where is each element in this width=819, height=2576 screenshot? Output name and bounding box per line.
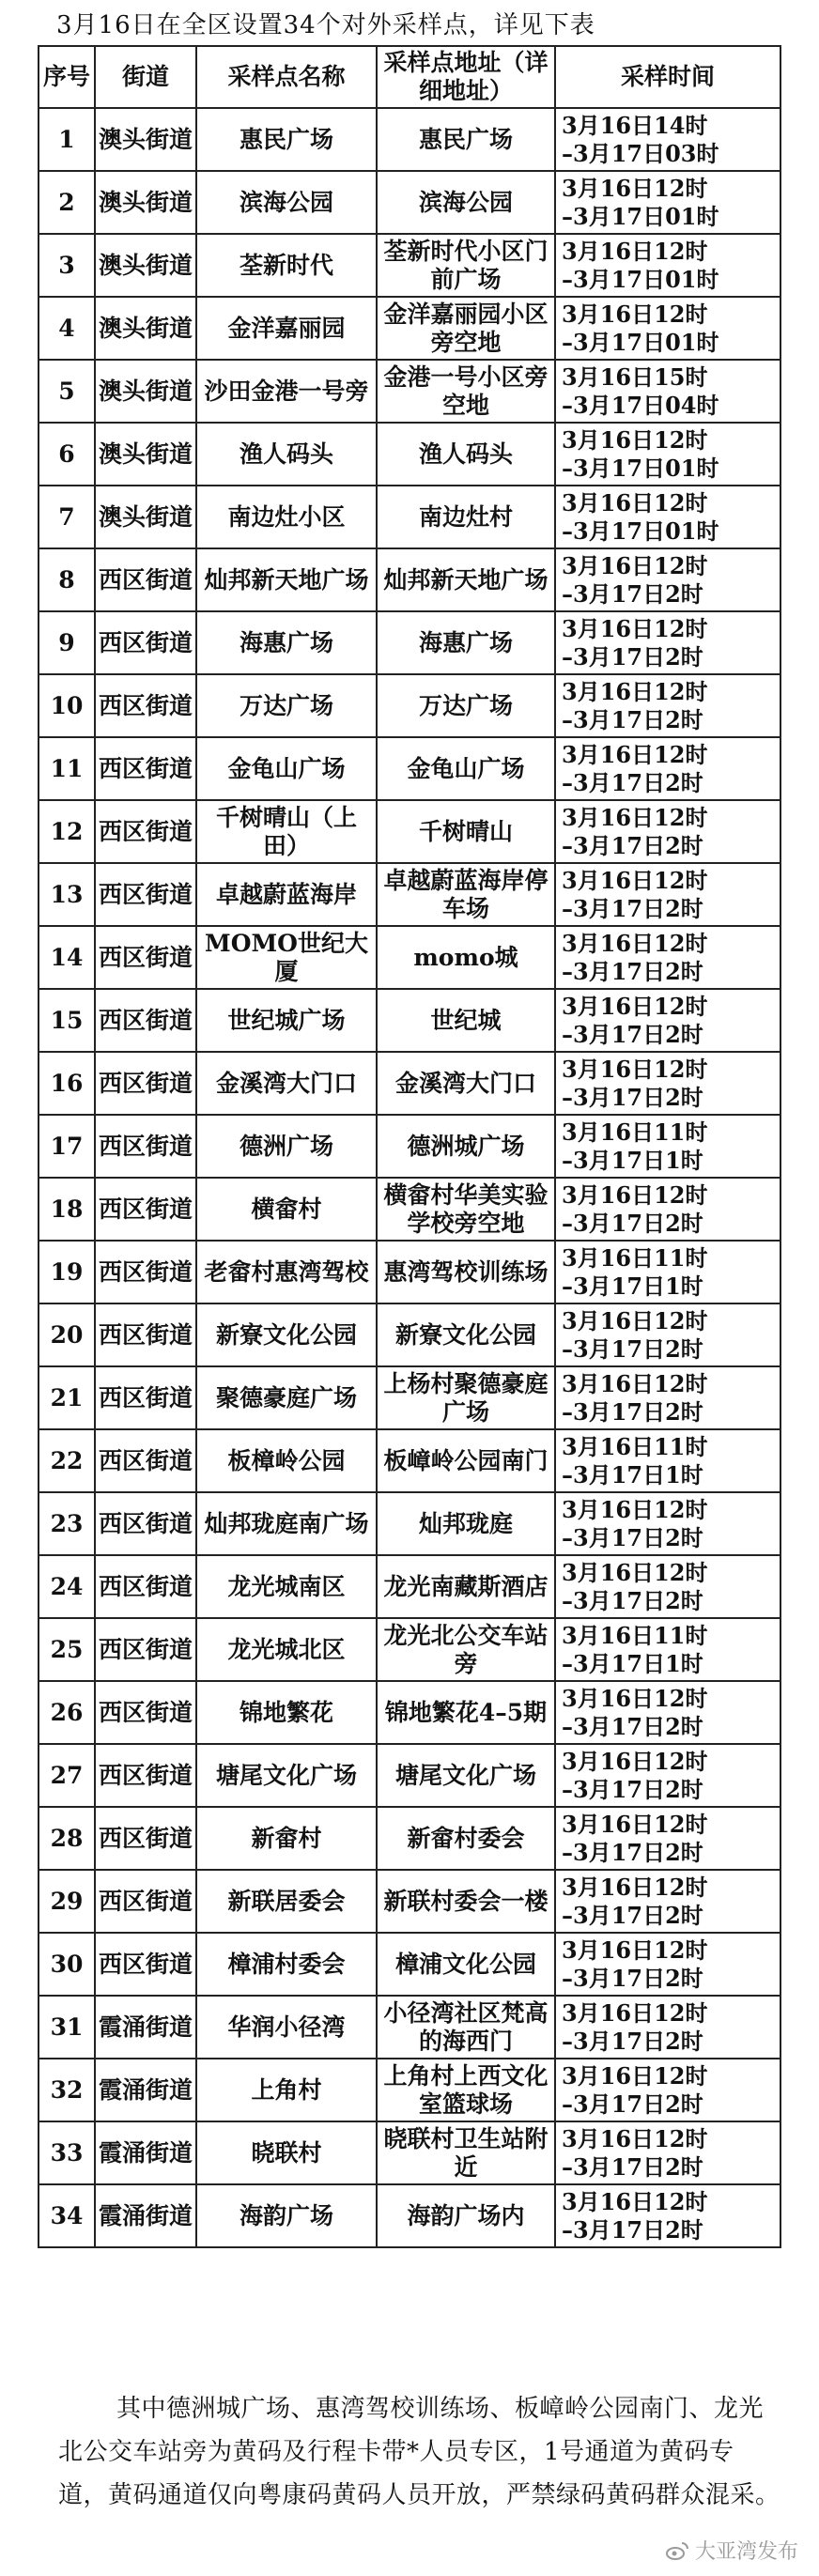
row-time-cell xyxy=(555,171,780,234)
time-end: –3月17日2时 xyxy=(562,894,703,922)
time-end: –3月17日01时 xyxy=(562,517,719,545)
row-street-cell: 澳头街道 xyxy=(95,360,196,423)
time-start: 3月16日12时 xyxy=(562,1936,708,1964)
row-street-cell: 西区街道 xyxy=(95,737,196,800)
row-index-cell: 14 xyxy=(39,926,95,989)
row-street-cell: 澳头街道 xyxy=(95,297,196,360)
row-street-cell: 西区街道 xyxy=(95,1807,196,1870)
row-index-cell: 18 xyxy=(39,1178,95,1241)
time-start: 3月16日12时 xyxy=(562,1810,708,1838)
row-index-cell: 26 xyxy=(39,1681,95,1744)
time-start: 3月16日12时 xyxy=(562,740,708,768)
time-start: 3月16日12时 xyxy=(562,300,708,328)
table-row xyxy=(39,1303,780,1366)
row-site-name-cell: 海韵广场 xyxy=(196,2184,377,2247)
table-row xyxy=(39,1241,780,1303)
row-address-cell: 龙光南藏斯酒店 xyxy=(377,1555,555,1618)
time-start: 3月16日12时 xyxy=(562,677,708,705)
table-row xyxy=(39,108,780,171)
table-row xyxy=(39,1807,780,1870)
row-time-cell xyxy=(555,548,780,611)
row-time-cell xyxy=(555,1996,780,2059)
row-index-cell: 29 xyxy=(39,1870,95,1933)
row-site-name-cell: 龙光城北区 xyxy=(196,1618,377,1681)
table-row xyxy=(39,360,780,423)
time-start: 3月16日12时 xyxy=(562,1055,708,1083)
time-start: 3月16日11时 xyxy=(562,1243,708,1272)
row-time-cell xyxy=(555,989,780,1052)
row-site-name-cell: 横畲村 xyxy=(196,1178,377,1241)
table-row xyxy=(39,1870,780,1933)
time-end: –3月17日2时 xyxy=(562,1397,703,1426)
row-address-cell: 卓越蔚蓝海岸停车场 xyxy=(377,863,555,926)
row-time-cell xyxy=(555,1303,780,1366)
row-time-cell xyxy=(555,1429,780,1492)
table-row xyxy=(39,1115,780,1178)
row-time-cell xyxy=(555,1933,780,1996)
time-end: –3月17日01时 xyxy=(562,265,719,293)
row-address-cell: 金洋嘉丽园小区旁空地 xyxy=(377,297,555,360)
row-address-cell: 上角村上西文化室篮球场 xyxy=(377,2059,555,2121)
row-address-cell: 小径湾社区梵高的海西门 xyxy=(377,1996,555,2059)
sampling-sites-table xyxy=(38,45,781,2248)
time-start: 3月16日12时 xyxy=(562,1369,708,1397)
time-end: –3月17日03时 xyxy=(562,139,719,167)
row-index-cell: 1 xyxy=(39,108,95,171)
row-street-cell: 澳头街道 xyxy=(95,234,196,297)
row-address-cell: 板嶂岭公园南门 xyxy=(377,1429,555,1492)
row-time-cell xyxy=(555,863,780,926)
table-row xyxy=(39,800,780,863)
time-start: 3月16日12时 xyxy=(562,2124,708,2152)
row-site-name-cell: 樟浦村委会 xyxy=(196,1933,377,1996)
time-start: 3月16日11时 xyxy=(562,1118,708,1146)
time-start: 3月16日12时 xyxy=(562,614,708,642)
row-index-cell: 34 xyxy=(39,2184,95,2247)
row-site-name-cell: 德洲广场 xyxy=(196,1115,377,1178)
row-street-cell: 西区街道 xyxy=(95,1241,196,1303)
row-street-cell: 西区街道 xyxy=(95,989,196,1052)
header-site-address: 采样点地址（详细地址） xyxy=(377,46,555,108)
time-start: 3月16日12时 xyxy=(562,992,708,1020)
time-start: 3月16日12时 xyxy=(562,1684,708,1712)
table-row xyxy=(39,1555,780,1618)
row-street-cell: 西区街道 xyxy=(95,1366,196,1429)
row-site-name-cell: 聚德豪庭广场 xyxy=(196,1366,377,1429)
time-end: –3月17日2时 xyxy=(562,768,703,796)
time-start: 3月16日15时 xyxy=(562,362,708,391)
row-address-cell: 海惠广场 xyxy=(377,611,555,674)
row-street-cell: 西区街道 xyxy=(95,1303,196,1366)
time-start: 3月16日12时 xyxy=(562,2187,708,2215)
row-index-cell: 24 xyxy=(39,1555,95,1618)
row-street-cell: 澳头街道 xyxy=(95,423,196,486)
row-address-cell: 塘尾文化广场 xyxy=(377,1744,555,1807)
row-index-cell: 25 xyxy=(39,1618,95,1681)
time-end: –3月17日2时 xyxy=(562,1334,703,1363)
row-time-cell xyxy=(555,1366,780,1429)
time-end: –3月17日2时 xyxy=(562,1964,703,1992)
row-time-cell xyxy=(555,1807,780,1870)
time-end: –3月17日04时 xyxy=(562,391,719,419)
row-address-cell: 滨海公园 xyxy=(377,171,555,234)
row-site-name-cell: 沙田金港一号旁 xyxy=(196,360,377,423)
time-start: 3月16日12时 xyxy=(562,1558,708,1586)
time-start: 3月16日12时 xyxy=(562,866,708,894)
row-time-cell xyxy=(555,1744,780,1807)
time-start: 3月16日12时 xyxy=(562,174,708,202)
header-sampling-time: 采样时间 xyxy=(555,46,780,108)
row-site-name-cell: 龙光城南区 xyxy=(196,1555,377,1618)
row-street-cell: 西区街道 xyxy=(95,1492,196,1555)
time-end: –3月17日2时 xyxy=(562,957,703,985)
row-site-name-cell: 新畲村 xyxy=(196,1807,377,1870)
time-start: 3月16日12时 xyxy=(562,1180,708,1209)
row-street-cell: 霞涌街道 xyxy=(95,1996,196,2059)
row-time-cell xyxy=(555,1681,780,1744)
row-time-cell xyxy=(555,1052,780,1115)
row-time-cell xyxy=(555,2184,780,2247)
row-address-cell: 新寮文化公园 xyxy=(377,1303,555,1366)
row-index-cell: 15 xyxy=(39,989,95,1052)
row-index-cell: 7 xyxy=(39,486,95,548)
table-row xyxy=(39,611,780,674)
row-time-cell xyxy=(555,800,780,863)
row-index-cell: 13 xyxy=(39,863,95,926)
row-index-cell: 28 xyxy=(39,1807,95,1870)
time-start: 3月16日12时 xyxy=(562,929,708,957)
table-row xyxy=(39,1618,780,1681)
time-start: 3月16日11时 xyxy=(562,1621,708,1649)
row-address-cell: 灿邦珑庭 xyxy=(377,1492,555,1555)
table-row xyxy=(39,548,780,611)
time-end: –3月17日1时 xyxy=(562,1272,703,1300)
row-street-cell: 西区街道 xyxy=(95,1744,196,1807)
row-street-cell: 西区街道 xyxy=(95,1429,196,1492)
watermark-label: 大亚湾发布 xyxy=(694,2540,798,2564)
row-address-cell: 海韵广场内 xyxy=(377,2184,555,2247)
time-end: –3月17日2时 xyxy=(562,642,703,671)
row-address-cell: 千树晴山 xyxy=(377,800,555,863)
row-index-cell: 33 xyxy=(39,2121,95,2184)
time-start: 3月16日14时 xyxy=(562,111,708,139)
row-index-cell: 5 xyxy=(39,360,95,423)
row-site-name-cell: 金龟山广场 xyxy=(196,737,377,800)
time-start: 3月16日12时 xyxy=(562,551,708,579)
row-site-name-cell: 新联居委会 xyxy=(196,1870,377,1933)
time-end: –3月17日1时 xyxy=(562,1460,703,1489)
row-time-cell xyxy=(555,2059,780,2121)
time-end: –3月17日2时 xyxy=(562,1586,703,1614)
row-site-name-cell: 海惠广场 xyxy=(196,611,377,674)
table-row xyxy=(39,1178,780,1241)
row-index-cell: 10 xyxy=(39,674,95,737)
row-street-cell: 西区街道 xyxy=(95,800,196,863)
row-site-name-cell: 惠民广场 xyxy=(196,108,377,171)
header-site-name: 采样点名称 xyxy=(196,46,377,108)
row-address-cell: 上杨村聚德豪庭广场 xyxy=(377,1366,555,1429)
time-start: 3月16日12时 xyxy=(562,1998,708,2027)
row-address-cell: 晓联村卫生站附近 xyxy=(377,2121,555,2184)
row-site-name-cell: 塘尾文化广场 xyxy=(196,1744,377,1807)
row-site-name-cell: 老畲村惠湾驾校 xyxy=(196,1241,377,1303)
time-end: –3月17日01时 xyxy=(562,328,719,356)
row-address-cell: 金港一号小区旁空地 xyxy=(377,360,555,423)
row-index-cell: 32 xyxy=(39,2059,95,2121)
row-time-cell xyxy=(555,737,780,800)
row-street-cell: 西区街道 xyxy=(95,1933,196,1996)
row-time-cell xyxy=(555,1870,780,1933)
time-start: 3月16日12时 xyxy=(562,803,708,831)
time-end: –3月17日1时 xyxy=(562,1146,703,1174)
row-time-cell xyxy=(555,1241,780,1303)
time-start: 3月16日12时 xyxy=(562,425,708,454)
row-index-cell: 20 xyxy=(39,1303,95,1366)
row-site-name-cell: 渔人码头 xyxy=(196,423,377,486)
row-street-cell: 西区街道 xyxy=(95,1870,196,1933)
table-row xyxy=(39,737,780,800)
header-street: 街道 xyxy=(95,46,196,108)
weibo-icon xyxy=(665,2540,689,2561)
table-row xyxy=(39,234,780,297)
row-site-name-cell: 滨海公园 xyxy=(196,171,377,234)
row-site-name-cell: 南边灶小区 xyxy=(196,486,377,548)
time-end: –3月17日2时 xyxy=(562,1775,703,1803)
row-site-name-cell: MOMO世纪大厦 xyxy=(196,926,377,989)
table-row xyxy=(39,674,780,737)
row-site-name-cell: 荃新时代 xyxy=(196,234,377,297)
row-street-cell: 西区街道 xyxy=(95,1115,196,1178)
time-end: –3月17日01时 xyxy=(562,202,719,230)
row-index-cell: 6 xyxy=(39,423,95,486)
table-row xyxy=(39,2184,780,2247)
footnote: 其中德洲城广场、惠湾驾校训练场、板嶂岭公园南门、龙光北公交车站旁为黄码及行程卡带*人员专区，1号通道为黄码专道，黄码通道仅向粤康码黄码人员开放，严禁绿码黄码群众混采。 xyxy=(58,2395,780,2509)
row-time-cell xyxy=(555,1618,780,1681)
row-address-cell: 樟浦文化公园 xyxy=(377,1933,555,1996)
time-start: 3月16日12时 xyxy=(562,237,708,265)
row-address-cell: 渔人码头 xyxy=(377,423,555,486)
time-end: –3月17日2时 xyxy=(562,2090,703,2118)
table-row xyxy=(39,1681,780,1744)
row-address-cell: 灿邦新天地广场 xyxy=(377,548,555,611)
row-address-cell: 锦地繁花4–5期 xyxy=(377,1681,555,1744)
row-time-cell xyxy=(555,108,780,171)
row-street-cell: 澳头街道 xyxy=(95,171,196,234)
time-end: –3月17日1时 xyxy=(562,1649,703,1677)
row-street-cell: 西区街道 xyxy=(95,1178,196,1241)
row-street-cell: 西区街道 xyxy=(95,1618,196,1681)
row-site-name-cell: 新寮文化公园 xyxy=(196,1303,377,1366)
row-site-name-cell: 板樟岭公园 xyxy=(196,1429,377,1492)
row-index-cell: 22 xyxy=(39,1429,95,1492)
row-index-cell: 9 xyxy=(39,611,95,674)
row-index-cell: 12 xyxy=(39,800,95,863)
row-site-name-cell: 金洋嘉丽园 xyxy=(196,297,377,360)
row-index-cell: 16 xyxy=(39,1052,95,1115)
time-start: 3月16日12时 xyxy=(562,1495,708,1523)
row-street-cell: 霞涌街道 xyxy=(95,2184,196,2247)
table-row xyxy=(39,171,780,234)
row-time-cell xyxy=(555,1555,780,1618)
table-row xyxy=(39,1052,780,1115)
row-site-name-cell: 上角村 xyxy=(196,2059,377,2121)
time-end: –3月17日2时 xyxy=(562,1712,703,1740)
time-end: –3月17日2时 xyxy=(562,2152,703,2181)
row-address-cell: 世纪城 xyxy=(377,989,555,1052)
row-site-name-cell: 千树晴山（上田） xyxy=(196,800,377,863)
row-index-cell: 23 xyxy=(39,1492,95,1555)
row-address-cell: 金溪湾大门口 xyxy=(377,1052,555,1115)
time-start: 3月16日12时 xyxy=(562,1747,708,1775)
row-address-cell: momo城 xyxy=(377,926,555,989)
row-address-cell: 惠湾驾校训练场 xyxy=(377,1241,555,1303)
row-time-cell xyxy=(555,2121,780,2184)
table-header-row xyxy=(39,46,780,108)
row-street-cell: 霞涌街道 xyxy=(95,2121,196,2184)
row-site-name-cell: 华润小径湾 xyxy=(196,1996,377,2059)
row-street-cell: 西区街道 xyxy=(95,926,196,989)
row-address-cell: 龙光北公交车站旁 xyxy=(377,1618,555,1681)
time-start: 3月16日12时 xyxy=(562,488,708,517)
time-end: –3月17日2时 xyxy=(562,1209,703,1237)
row-index-cell: 11 xyxy=(39,737,95,800)
table-row xyxy=(39,486,780,548)
row-street-cell: 西区街道 xyxy=(95,1681,196,1744)
row-site-name-cell: 世纪城广场 xyxy=(196,989,377,1052)
table-row xyxy=(39,1492,780,1555)
row-index-cell: 3 xyxy=(39,234,95,297)
table-row xyxy=(39,1996,780,2059)
row-address-cell: 惠民广场 xyxy=(377,108,555,171)
row-time-cell xyxy=(555,1115,780,1178)
row-index-cell: 31 xyxy=(39,1996,95,2059)
row-street-cell: 霞涌街道 xyxy=(95,2059,196,2121)
table-row xyxy=(39,297,780,360)
row-address-cell: 万达广场 xyxy=(377,674,555,737)
row-street-cell: 西区街道 xyxy=(95,863,196,926)
row-address-cell: 荃新时代小区门前广场 xyxy=(377,234,555,297)
row-index-cell: 8 xyxy=(39,548,95,611)
row-time-cell xyxy=(555,926,780,989)
row-time-cell xyxy=(555,486,780,548)
row-address-cell: 德洲城广场 xyxy=(377,1115,555,1178)
row-index-cell: 21 xyxy=(39,1366,95,1429)
row-street-cell: 澳头街道 xyxy=(95,486,196,548)
table-row xyxy=(39,423,780,486)
row-time-cell xyxy=(555,1178,780,1241)
row-site-name-cell: 灿邦珑庭南广场 xyxy=(196,1492,377,1555)
row-site-name-cell: 晓联村 xyxy=(196,2121,377,2184)
time-start: 3月16日12时 xyxy=(562,1306,708,1334)
row-street-cell: 西区街道 xyxy=(95,1052,196,1115)
row-site-name-cell: 卓越蔚蓝海岸 xyxy=(196,863,377,926)
row-time-cell xyxy=(555,423,780,486)
row-address-cell: 金龟山广场 xyxy=(377,737,555,800)
time-start: 3月16日11时 xyxy=(562,1432,708,1460)
row-site-name-cell: 锦地繁花 xyxy=(196,1681,377,1744)
watermark xyxy=(665,2536,798,2565)
time-end: –3月17日2时 xyxy=(562,2027,703,2055)
time-end: –3月17日2时 xyxy=(562,1083,703,1111)
row-index-cell: 27 xyxy=(39,1744,95,1807)
table-row xyxy=(39,1933,780,1996)
row-index-cell: 19 xyxy=(39,1241,95,1303)
time-end: –3月17日2时 xyxy=(562,1838,703,1866)
row-street-cell: 澳头街道 xyxy=(95,108,196,171)
table-row xyxy=(39,2059,780,2121)
intro-text: 3月16日在全区设置34个对外采样点，详见下表 xyxy=(56,11,595,39)
time-start: 3月16日12时 xyxy=(562,2061,708,2090)
row-time-cell xyxy=(555,297,780,360)
header-index: 序号 xyxy=(39,46,95,108)
row-address-cell: 横畲村华美实验学校旁空地 xyxy=(377,1178,555,1241)
row-site-name-cell: 灿邦新天地广场 xyxy=(196,548,377,611)
time-end: –3月17日2时 xyxy=(562,2215,703,2244)
row-address-cell: 新联村委会一楼 xyxy=(377,1870,555,1933)
row-index-cell: 17 xyxy=(39,1115,95,1178)
row-time-cell xyxy=(555,360,780,423)
row-time-cell xyxy=(555,234,780,297)
table-row xyxy=(39,926,780,989)
time-end: –3月17日2时 xyxy=(562,831,703,859)
row-time-cell xyxy=(555,674,780,737)
table-row xyxy=(39,1429,780,1492)
table-row xyxy=(39,1366,780,1429)
time-end: –3月17日2时 xyxy=(562,705,703,733)
row-index-cell: 2 xyxy=(39,171,95,234)
time-start: 3月16日12时 xyxy=(562,1873,708,1901)
row-time-cell xyxy=(555,1492,780,1555)
row-street-cell: 西区街道 xyxy=(95,548,196,611)
time-end: –3月17日2时 xyxy=(562,1523,703,1551)
time-end: –3月17日2时 xyxy=(562,579,703,608)
time-end: –3月17日2时 xyxy=(562,1901,703,1929)
row-site-name-cell: 金溪湾大门口 xyxy=(196,1052,377,1115)
row-street-cell: 西区街道 xyxy=(95,674,196,737)
row-address-cell: 新畲村委会 xyxy=(377,1807,555,1870)
table-row xyxy=(39,863,780,926)
row-site-name-cell: 万达广场 xyxy=(196,674,377,737)
row-street-cell: 西区街道 xyxy=(95,1555,196,1618)
time-end: –3月17日01时 xyxy=(562,454,719,482)
row-index-cell: 4 xyxy=(39,297,95,360)
row-index-cell: 30 xyxy=(39,1933,95,1996)
table-row xyxy=(39,989,780,1052)
row-street-cell: 西区街道 xyxy=(95,611,196,674)
row-time-cell xyxy=(555,611,780,674)
table-row xyxy=(39,2121,780,2184)
time-end: –3月17日2时 xyxy=(562,1020,703,1048)
table-row xyxy=(39,1744,780,1807)
row-address-cell: 南边灶村 xyxy=(377,486,555,548)
